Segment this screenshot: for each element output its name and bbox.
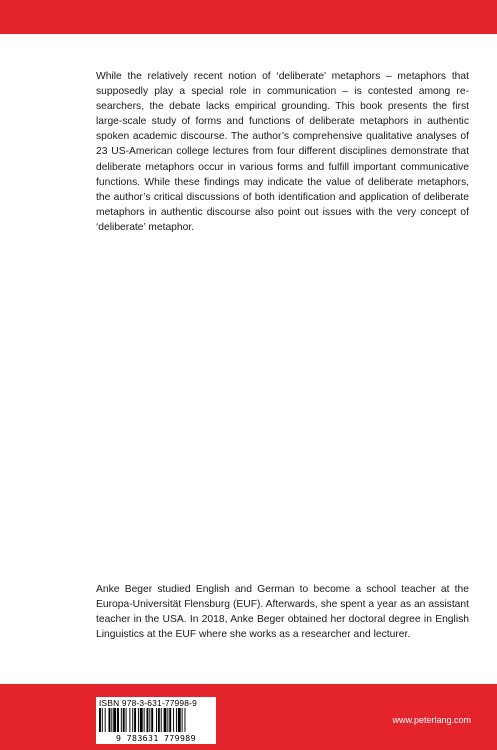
barcode-bar [156,708,157,732]
top-red-band [0,0,497,34]
barcode-bar [158,708,160,732]
barcode-bar [113,708,116,732]
barcode-bar [102,708,103,732]
author-bio: Anke Beger studied English and German to become a school teacher at the Europa-Universität Flensburg (EUF). Afterwards, she spent a year as an assistant teacher in the USA. In 2018, Anke Beger obtained her doctoral degree in English Linguistics at the EUF where she works as a researcher and lecturer. [96,584,469,641]
book-blurb: While the relatively recent notion of ‘deliberate’ metaphors – metaphors that supposedly play a special role in communication – is contested among researchers, the debate lacks empirical grounding. This book presents the first large-scale study of forms and functions of deliberate metaphors in authentic spoken academic discourse. The author’s comprehensive qualitative analyses of 23 US-American college lectures from four different disciplines demonstrate that deliberate metaphors occur in various forms and fulfill important communicative functions. While these findings may indicate the value of deliberate metaphors, the author’s critical discussions of both identification and application of deliberate metaphors in authentic discourse also point out issues with the very concept of ‘deliberate’ metaphor. [96,71,469,233]
barcode-bar [167,708,168,732]
barcode-bar [147,708,149,732]
barcode-bar [185,708,186,732]
barcode-bar [126,708,127,732]
barcode-bar [149,708,150,732]
barcode-bar [132,708,133,732]
barcode-bar [161,708,162,732]
barcode-bar [111,708,112,732]
barcode-bar [138,708,139,732]
barcode-bar [123,708,125,732]
barcode-bar [109,708,111,732]
publisher-website: www.peterlang.com [392,715,471,725]
barcode-bar [173,708,174,732]
barcode-bar [121,708,122,732]
barcode-icon [99,708,213,732]
barcode-bar [99,708,101,732]
barcode-bar [182,708,183,732]
barcode-bar [134,708,136,732]
barcode-bar [105,708,106,732]
barcode-bar [151,708,153,732]
barcode-bar [129,708,130,732]
barcode-bar [140,708,143,732]
barcode-bar [169,708,171,732]
barcode-bar [144,708,145,732]
barcode-bar [164,708,167,732]
barcode-bar [117,708,119,732]
isbn-label: ISBN 978-3-631-77998-9 [99,698,197,708]
barcode-bar [178,708,181,732]
isbn-barcode-box [96,697,216,744]
barcode-bar [176,708,177,732]
barcode-digits: 9 783631 779989 [116,733,196,743]
